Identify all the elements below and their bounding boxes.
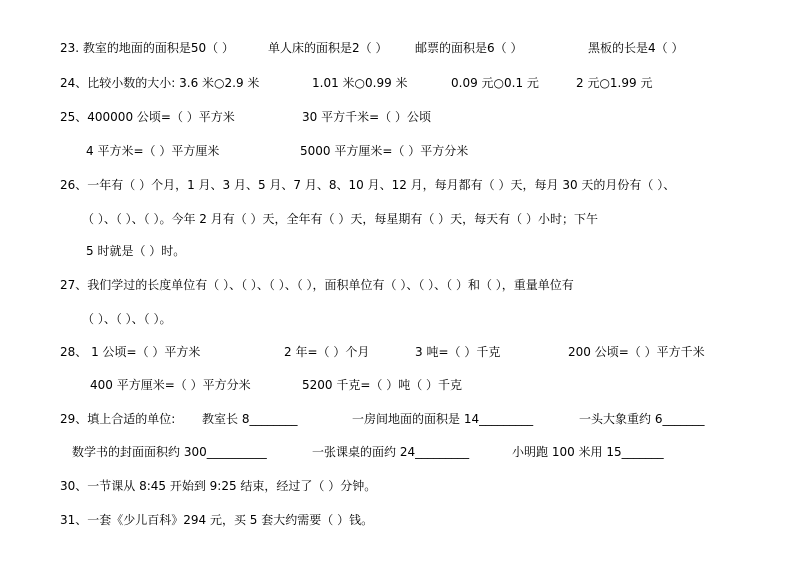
q29-line1-b: 教室长 8________ bbox=[202, 412, 298, 426]
q27-line2: （ ）、（ ）、（ ）。 bbox=[82, 312, 172, 326]
q23-part-classroom-floor: 23. 教室的地面的面积是50（ ） bbox=[60, 41, 234, 55]
q28-line2-b: 5200 千克=（ ）吨（ ）千克 bbox=[302, 378, 463, 392]
q29-line2-b: 一张课桌的面约 24_________ bbox=[312, 445, 470, 459]
q29-line2-a: 数学书的封面面积约 300__________ bbox=[72, 445, 267, 459]
q26-line1: 26、一年有（ ）个月，1 月、3 月、5 月、7 月、8、10 月、12 月，每月都有（ ）天，每月 30 天的月份有（ ）、 bbox=[60, 178, 676, 192]
q29-line2-c: 小明跑 100 米用 15_______ bbox=[512, 445, 664, 459]
q28-line1-a: 28、 1 公顷=（ ）平方米 bbox=[60, 345, 201, 359]
q28-line1-d: 200 公顷=（ ）平方千米 bbox=[568, 345, 705, 359]
q31-line1: 31、一套《少儿百科》294 元，买 5 套大约需要（ ）钱。 bbox=[60, 513, 374, 527]
q25-line1-b: 30 平方千米=（ ）公顷 bbox=[302, 110, 431, 124]
q29-line1-c: 一房间地面的面积是 14_________ bbox=[352, 412, 534, 426]
q27-line1: 27、我们学过的长度单位有（ ）、（ ）、（ ）、（ ），面积单位有（ ）、（ ）、（ ）和（ ），重量单位有 bbox=[60, 278, 574, 292]
q23-part-single-bed: 单人床的面积是2（ ） bbox=[268, 41, 388, 55]
q28-line1-c: 3 吨=（ ）千克 bbox=[415, 345, 501, 359]
q24-part-a: 24、比较小数的大小: 3.6 米○2.9 米 bbox=[60, 76, 260, 90]
q25-line2-a: 4 平方米=（ ）平方厘米 bbox=[86, 144, 220, 158]
q29-line1-d: 一头大象重约 6_______ bbox=[579, 412, 705, 426]
q23-part-stamp: 邮票的面积是6（ ） bbox=[415, 41, 523, 55]
q26-line2: （ ）、（ ）、（ ）。今年 2 月有（ ）天，全年有（ ）天，每星期有（ ）天，每天有（ ）小时；下午 bbox=[82, 212, 598, 226]
q25-line2-b: 5000 平方厘米=（ ）平方分米 bbox=[300, 144, 469, 158]
q30-line1: 30、一节课从 8:45 开始到 9:25 结束，经过了（ ）分钟。 bbox=[60, 479, 377, 493]
q25-line1-a: 25、400000 公顷=（ ）平方米 bbox=[60, 110, 235, 124]
q28-line2-a: 400 平方厘米=（ ）平方分米 bbox=[90, 378, 251, 392]
q23-part-blackboard: 黑板的长是4（ ） bbox=[588, 41, 684, 55]
q24-part-c: 0.09 元○0.1 元 bbox=[451, 76, 539, 90]
q26-line3: 5 时就是（ ）时。 bbox=[86, 244, 186, 258]
q24-part-b: 1.01 米○0.99 米 bbox=[312, 76, 408, 90]
q28-line1-b: 2 年=（ ）个月 bbox=[284, 345, 370, 359]
q29-line1-a: 29、填上合适的单位: bbox=[60, 412, 176, 426]
q24-part-d: 2 元○1.99 元 bbox=[576, 76, 653, 90]
